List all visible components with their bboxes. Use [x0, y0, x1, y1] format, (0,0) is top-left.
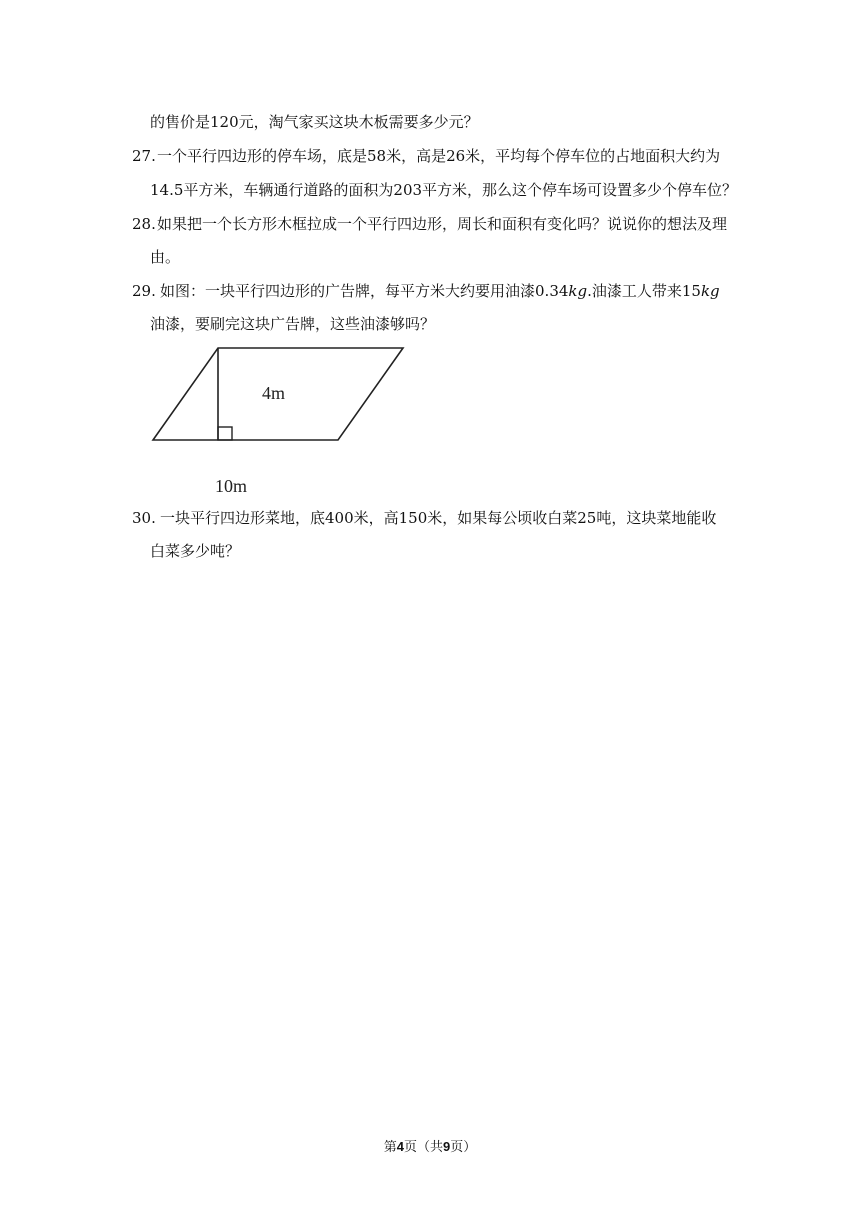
parallelogram-figure — [145, 342, 420, 502]
base-label: 10m — [215, 476, 248, 496]
q28-line-2: 由。 — [150, 248, 181, 266]
q29-unit-kg-1: kg — [568, 282, 588, 300]
footer-total-pages: 9 — [443, 1139, 451, 1154]
page-footer — [0, 1138, 860, 1157]
q30-number: 30. — [132, 509, 156, 527]
right-angle-mark — [218, 427, 232, 440]
q29-number: 29. — [132, 282, 156, 300]
q29-text-b: .油漆工人带来15 — [587, 282, 701, 300]
q27-line-1: 一个平行四边形的停车场，底是58米，高是26米，平均每个停车位的占地面积大约为 — [157, 147, 721, 165]
q27-line-2: 14.5平方米，车辆通行道路的面积为203平方米，那么这个停车场可设置多少个停车位？ — [150, 181, 738, 199]
q30-line-2: 白菜多少吨？ — [150, 542, 241, 560]
footer-middle: 页（共 — [403, 1140, 443, 1155]
parallelogram-diagram — [145, 342, 420, 502]
footer-page-number: 4 — [396, 1139, 404, 1154]
q30-line-1: 一块平行四边形菜地，底400米，高150米，如果每公顷收白菜25吨，这块菜地能收 — [160, 509, 717, 527]
q29-line-2: 油漆，要刷完这块广告牌，这些油漆够吗？ — [150, 315, 436, 333]
q28-line-1: 如果把一个长方形木框拉成一个平行四边形，周长和面积有变化吗？说说你的想法及理 — [157, 215, 728, 233]
q27-number: 27. — [132, 147, 156, 165]
footer-prefix: 第 — [383, 1140, 397, 1155]
q28-number: 28. — [132, 215, 156, 233]
q29-line-1 — [160, 281, 720, 301]
q29-text-a: 如图：一块平行四边形的广告牌，每平方米大约要用油漆0.34 — [160, 282, 569, 300]
height-label: 4m — [262, 383, 286, 403]
q26-line-2: 的售价是120元，淘气家买这块木板需要多少元？ — [150, 113, 479, 131]
footer-suffix: 页） — [450, 1140, 477, 1155]
q29-unit-kg-2: kg — [700, 282, 720, 300]
